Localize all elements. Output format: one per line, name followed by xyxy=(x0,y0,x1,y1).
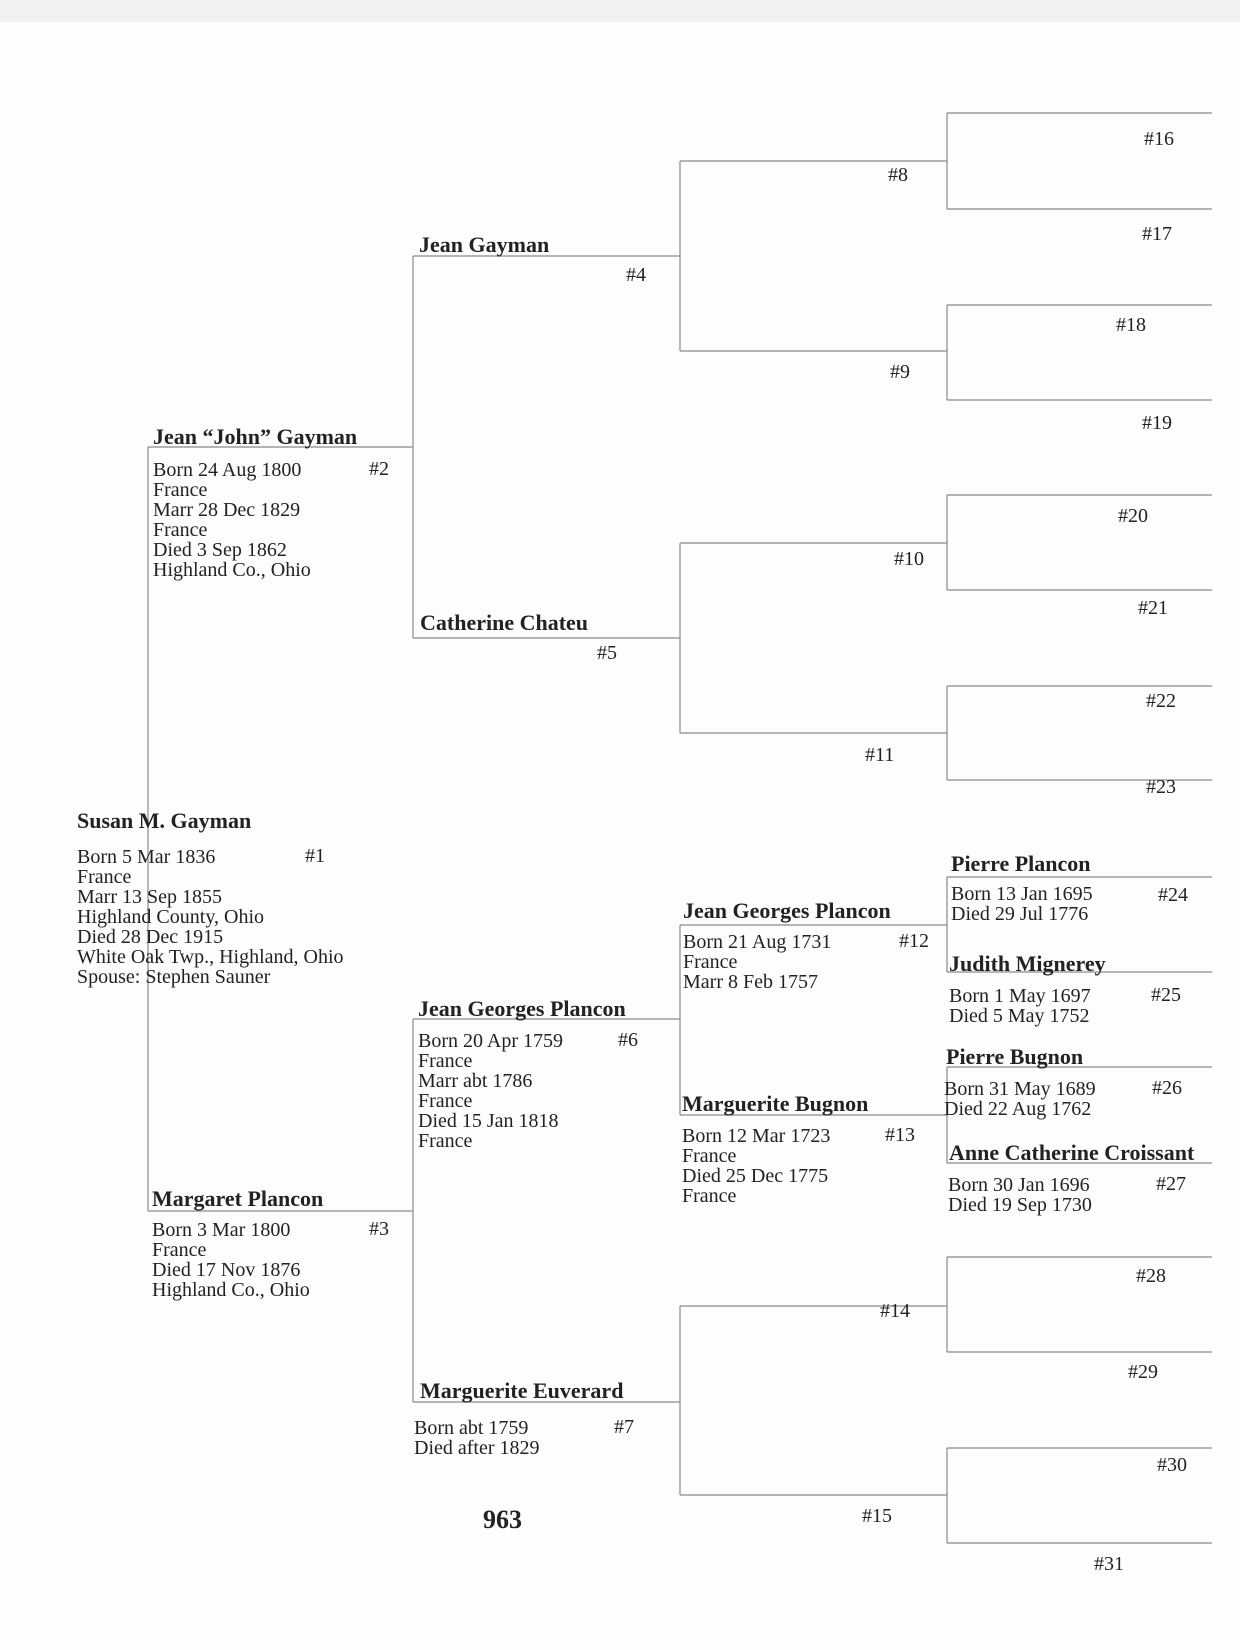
person-25-facts xyxy=(949,986,1091,1026)
person-18-number: #18 xyxy=(1116,314,1146,336)
person-6-name: Jean Georges Plancon xyxy=(418,996,626,1021)
person-2-number: #2 xyxy=(369,458,389,480)
person-6-fact: Born 20 Apr 1759 xyxy=(418,1030,563,1052)
person-12-fact: Born 21 Aug 1731 xyxy=(683,931,832,953)
person-24-number: #24 xyxy=(1158,884,1188,906)
person-25-fact: Born 1 May 1697 xyxy=(949,985,1091,1007)
person-8-number: #8 xyxy=(888,164,908,186)
person-6-number: #6 xyxy=(618,1029,638,1051)
person-2-name: Jean “John” Gayman xyxy=(153,424,358,449)
person-4-name: Jean Gayman xyxy=(419,232,550,257)
person-1-fact: Spouse: Stephen Sauner xyxy=(77,966,271,988)
person-21-number: #21 xyxy=(1138,597,1168,619)
person-2-fact: France xyxy=(153,519,208,541)
person-7-name: Marguerite Euverard xyxy=(420,1378,624,1403)
person-16-number: #16 xyxy=(1144,128,1174,150)
person-6-fact: Died 15 Jan 1818 xyxy=(418,1110,559,1132)
person-7-facts xyxy=(414,1418,540,1458)
person-24-fact: Born 13 Jan 1695 xyxy=(951,883,1093,905)
person-2-fact: Marr 28 Dec 1829 xyxy=(153,499,301,521)
person-1-fact: Died 28 Dec 1915 xyxy=(77,926,224,948)
person-5-name: Catherine Chateu xyxy=(420,610,589,635)
person-4-number: #4 xyxy=(626,264,646,286)
person-7-fact: Born abt 1759 xyxy=(414,1417,529,1439)
person-26-fact: Born 31 May 1689 xyxy=(944,1078,1096,1100)
person-1-facts xyxy=(77,847,344,987)
person-13-fact: Died 25 Dec 1775 xyxy=(682,1165,829,1187)
page-number: 963 xyxy=(483,1505,522,1534)
person-1-fact: Highland County, Ohio xyxy=(77,906,265,928)
person-13-fact: Born 12 Mar 1723 xyxy=(682,1125,831,1147)
person-31-number: #31 xyxy=(1094,1553,1124,1575)
person-19-number: #19 xyxy=(1142,412,1172,434)
person-13-fact: France xyxy=(682,1145,737,1167)
person-7-number: #7 xyxy=(614,1416,634,1438)
person-27-fact: Died 19 Sep 1730 xyxy=(948,1194,1092,1216)
person-1-fact: White Oak Twp., Highland, Ohio xyxy=(77,946,344,968)
person-26-number: #26 xyxy=(1152,1077,1182,1099)
person-14-number: #14 xyxy=(880,1300,910,1322)
person-2-fact: Died 3 Sep 1862 xyxy=(153,539,287,561)
person-2-fact: France xyxy=(153,479,208,501)
person-22-number: #22 xyxy=(1146,690,1176,712)
person-3-number: #3 xyxy=(369,1218,389,1240)
person-2-fact: Highland Co., Ohio xyxy=(153,559,311,581)
person-13-name: Marguerite Bugnon xyxy=(682,1091,869,1116)
person-13-fact: France xyxy=(682,1185,737,1207)
person-15-number: #15 xyxy=(862,1505,892,1527)
person-26-name: Pierre Bugnon xyxy=(946,1044,1084,1069)
person-12-fact: France xyxy=(683,951,738,973)
person-1-number: #1 xyxy=(305,845,325,867)
person-9-number: #9 xyxy=(890,361,910,383)
person-25-fact: Died 5 May 1752 xyxy=(949,1005,1090,1027)
person-27-fact: Born 30 Jan 1696 xyxy=(948,1174,1090,1196)
person-6-fact: France xyxy=(418,1090,473,1112)
person-12-number: #12 xyxy=(899,930,929,952)
person-12-facts xyxy=(683,932,831,992)
person-1-fact: France xyxy=(77,866,132,888)
person-5-number: #5 xyxy=(597,642,617,664)
person-3-fact: Born 3 Mar 1800 xyxy=(152,1219,291,1241)
person-23-number: #23 xyxy=(1146,776,1176,798)
person-29-number: #29 xyxy=(1128,1361,1158,1383)
person-25-number: #25 xyxy=(1151,984,1181,1006)
person-6-fact: France xyxy=(418,1130,473,1152)
person-17-number: #17 xyxy=(1142,223,1172,245)
person-27-number: #27 xyxy=(1156,1173,1186,1195)
person-12-name: Jean Georges Plancon xyxy=(683,898,891,923)
person-6-fact: Marr abt 1786 xyxy=(418,1070,533,1092)
person-25-name: Judith Mignerey xyxy=(949,951,1106,976)
person-6-facts xyxy=(418,1031,563,1151)
person-24-fact: Died 29 Jul 1776 xyxy=(951,903,1089,925)
person-10-number: #10 xyxy=(894,548,924,570)
person-30-number: #30 xyxy=(1157,1454,1187,1476)
person-24-name: Pierre Plancon xyxy=(951,851,1091,876)
person-27-name: Anne Catherine Croissant xyxy=(949,1140,1195,1165)
person-2-fact: Born 24 Aug 1800 xyxy=(153,459,302,481)
person-24-facts xyxy=(951,884,1093,924)
person-13-facts xyxy=(682,1126,830,1206)
person-1-name: Susan M. Gayman xyxy=(77,808,252,833)
person-1-fact: Born 5 Mar 1836 xyxy=(77,846,216,868)
person-7-fact: Died after 1829 xyxy=(414,1437,540,1459)
person-13-number: #13 xyxy=(885,1124,915,1146)
person-2-facts xyxy=(153,460,311,580)
person-3-fact: Highland Co., Ohio xyxy=(152,1279,310,1301)
person-11-number: #11 xyxy=(865,744,895,766)
person-27-facts xyxy=(948,1175,1092,1215)
person-28-number: #28 xyxy=(1136,1265,1166,1287)
person-3-name: Margaret Plancon xyxy=(152,1186,324,1211)
person-6-fact: France xyxy=(418,1050,473,1072)
person-3-fact: Died 17 Nov 1876 xyxy=(152,1259,301,1281)
person-3-facts xyxy=(152,1220,310,1300)
person-26-fact: Died 22 Aug 1762 xyxy=(944,1098,1092,1120)
person-3-fact: France xyxy=(152,1239,207,1261)
person-20-number: #20 xyxy=(1118,505,1148,527)
person-1-fact: Marr 13 Sep 1855 xyxy=(77,886,222,908)
person-26-facts xyxy=(944,1079,1096,1119)
person-12-fact: Marr 8 Feb 1757 xyxy=(683,971,818,993)
